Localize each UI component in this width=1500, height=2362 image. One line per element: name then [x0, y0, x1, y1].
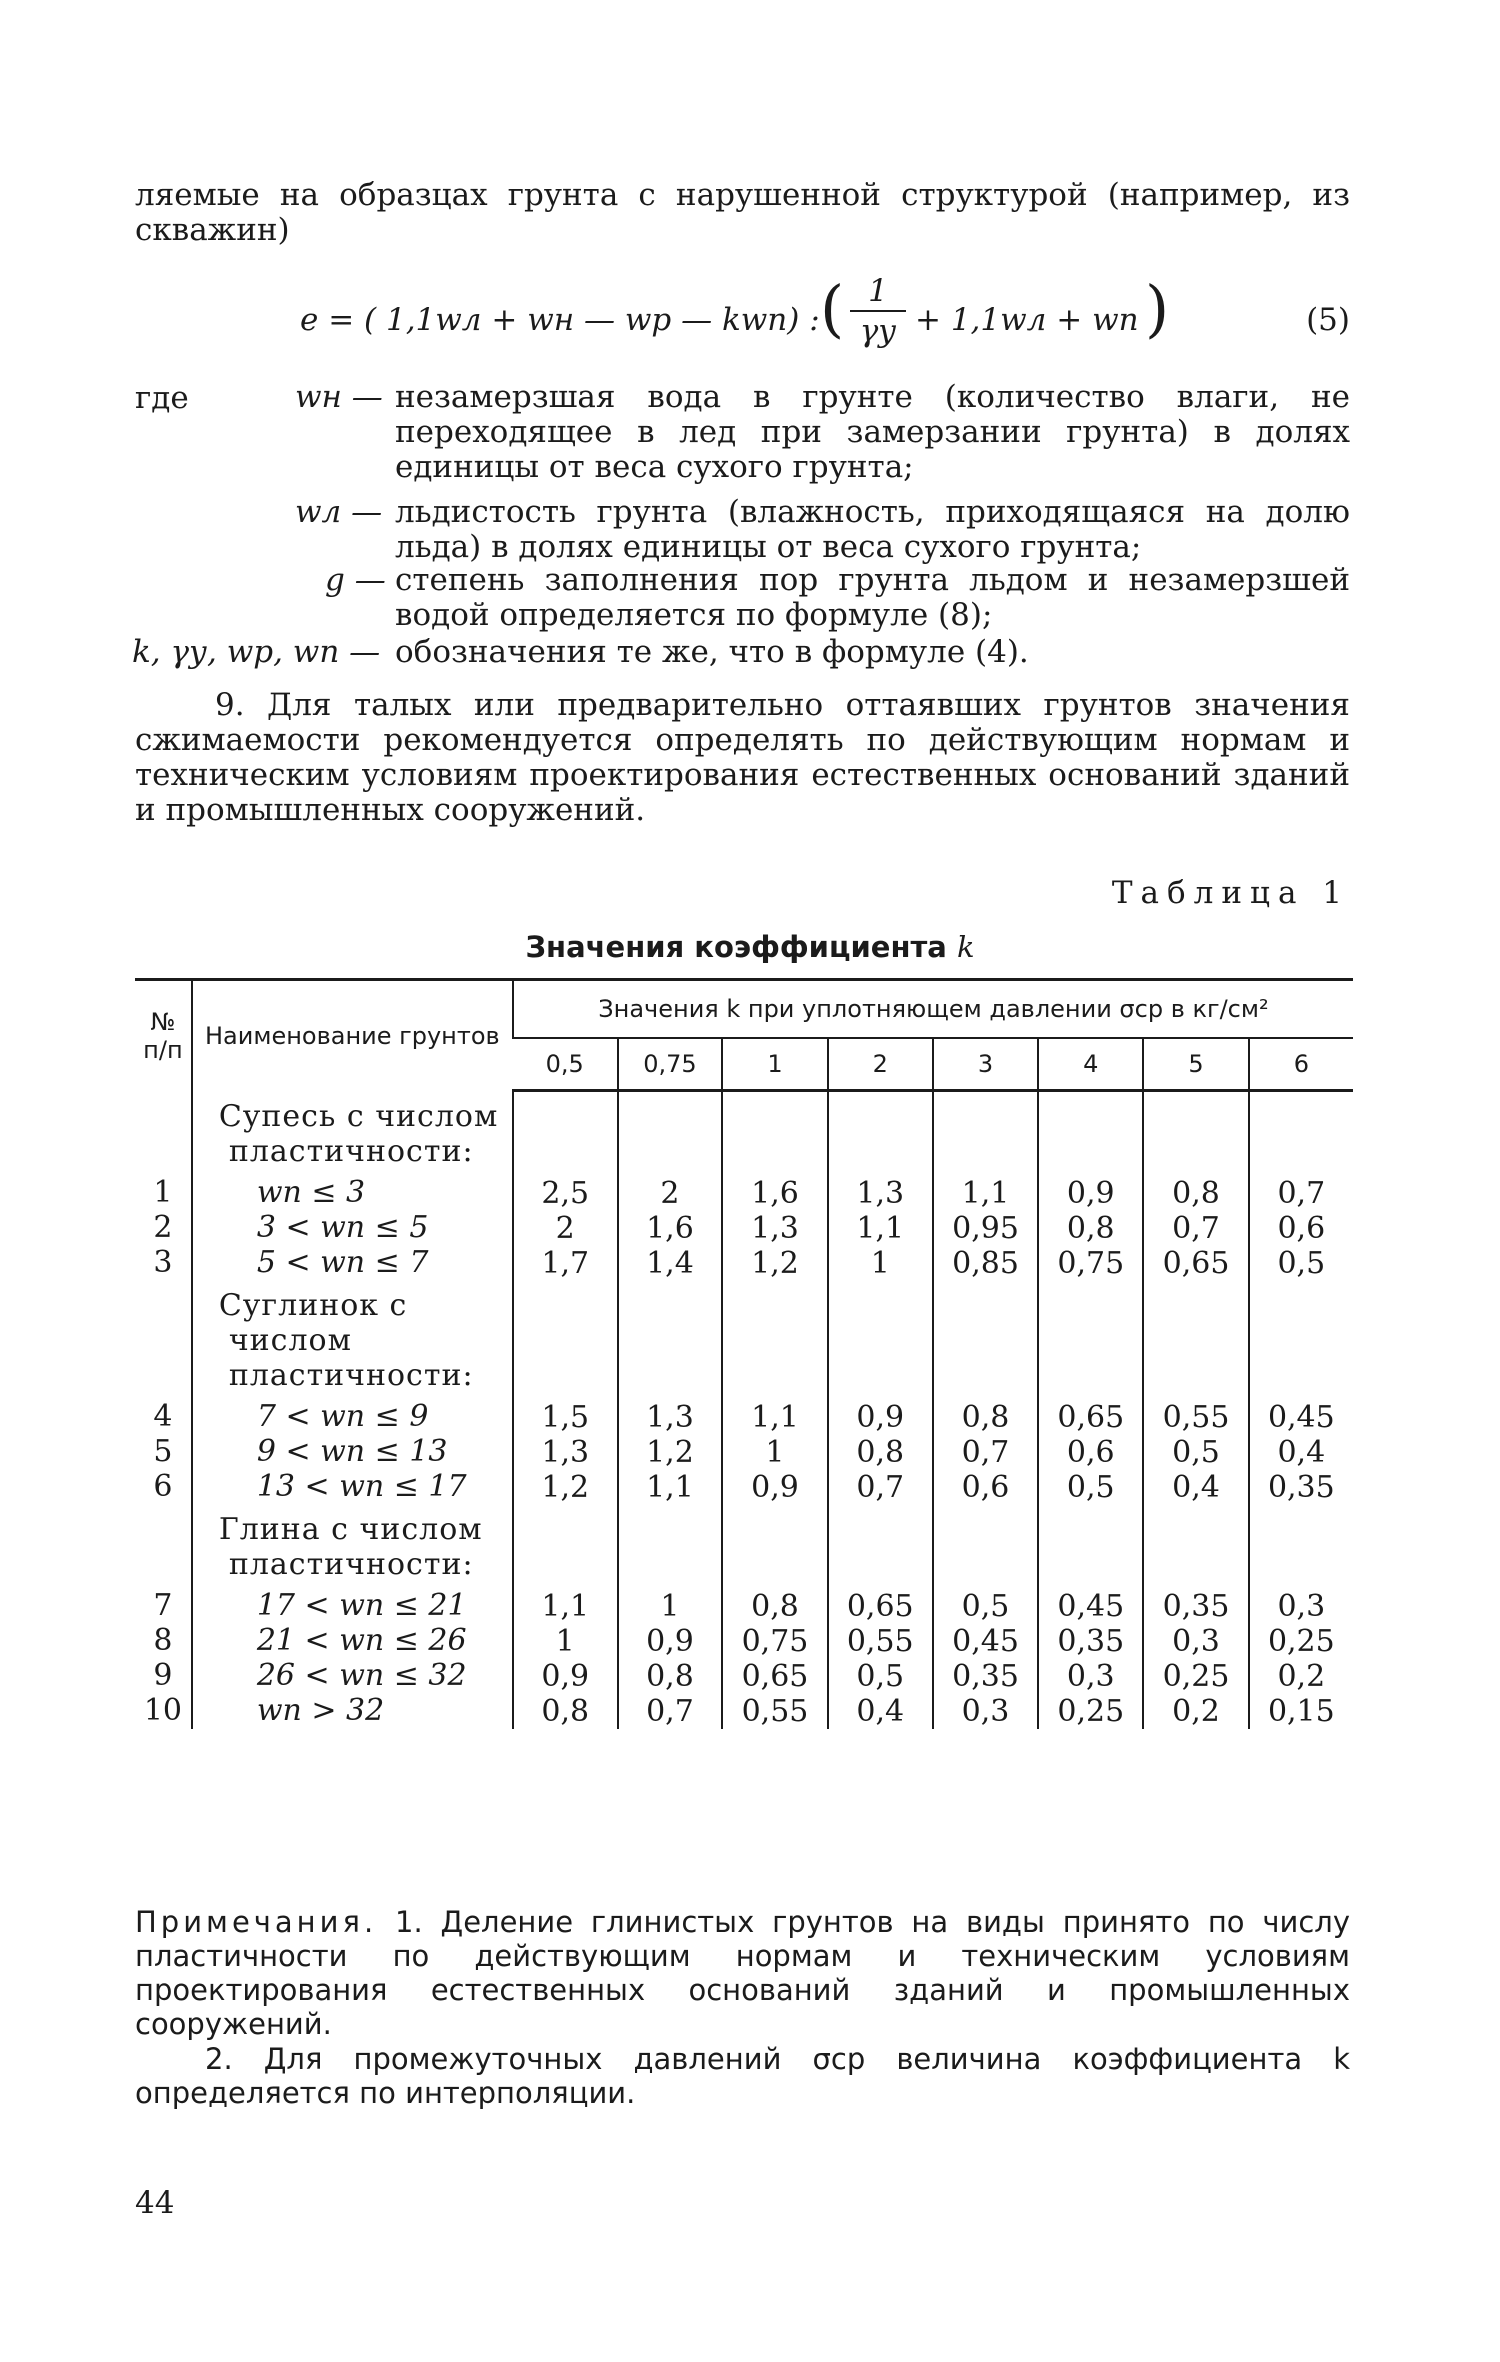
column-header-pressure: 0,5 [513, 1038, 618, 1091]
value-cell: 1,3 [646, 1400, 694, 1435]
value-cell: 0,35 [1162, 1589, 1230, 1624]
group-spacer [1256, 1513, 1347, 1583]
column-header-pressure: 2 [828, 1038, 933, 1091]
page-number: 44 [135, 2185, 175, 2221]
note-2: 2. Для промежуточных давлений σср величина коэффициента k определяется по интерполяции. [135, 2042, 1350, 2110]
value-cell: 0,7 [646, 1694, 694, 1729]
formula-number: (5) [1306, 302, 1350, 338]
fraction-bar [850, 310, 906, 312]
value-cell: 0,7 [1172, 1211, 1220, 1246]
value-cell: 0,55 [1162, 1400, 1230, 1435]
column-header-pressure: 1 [722, 1038, 827, 1091]
row-number: 7 [153, 1587, 173, 1623]
column-header-pressure: 6 [1249, 1038, 1353, 1091]
group-header: Супесь с числом пластичности: [218, 1098, 499, 1169]
paragraph-9: 9. Для талых или предварительно оттаявших грунтов значения сжимаемости рекомендуется определять по действующим нормам и техническим условиям проектирования естественных оснований зданий и промышленных сооружений. [135, 687, 1350, 828]
row-number: 10 [143, 1692, 182, 1728]
group-spacer [729, 1289, 820, 1394]
value-cell: 0,8 [751, 1589, 799, 1624]
row-number: 3 [153, 1244, 173, 1280]
value-cell: 1 [765, 1435, 785, 1470]
where-label: где [135, 380, 189, 416]
row-condition: 13 < wп ≤ 17 [256, 1468, 467, 1504]
value-cell: 1,1 [856, 1211, 905, 1246]
definition-text: степень заполнения пор грунта льдом и незамерзшей водой определяется по формуле (8); [395, 562, 1350, 633]
value-cell: 1,1 [646, 1470, 694, 1505]
value-cell: 0,3 [1172, 1624, 1220, 1659]
row-condition: 21 < wп ≤ 26 [256, 1622, 467, 1658]
table-content-row [135, 1091, 1353, 1730]
values-column [828, 1091, 933, 1730]
value-cell: 0,75 [1057, 1246, 1125, 1281]
definition-symbol: k, γу, wр, wп — [132, 634, 381, 670]
value-cell: 1,3 [751, 1211, 799, 1246]
group-header: Суглинок с числом пластичности: [218, 1287, 474, 1393]
value-cell: 0,2 [1172, 1694, 1220, 1729]
group-spacer [835, 1513, 926, 1583]
group-spacer [625, 1513, 716, 1583]
group-spacer [1045, 1100, 1136, 1170]
column-header-pressure: 3 [933, 1038, 1038, 1091]
formula-numerator: 1 [868, 273, 888, 309]
value-cell: 0,35 [1267, 1470, 1335, 1505]
value-cell: 0,8 [1066, 1211, 1115, 1246]
row-condition: 17 < wп ≤ 21 [256, 1587, 467, 1623]
note-1: 1. Деление глинистых грунтов на виды принято по числу пластичности по действующим нормам и техническим условиям проектирования естественных оснований зданий и промышленных сооружений. [135, 1905, 1351, 2041]
definition-text: льдистость грунта (влажность, приходящаяся на долю льда) в долях единицы от веса сухого грунта; [395, 494, 1350, 565]
values-column [933, 1091, 1038, 1730]
definition-symbol: wн — [295, 379, 383, 415]
group-spacer [520, 1289, 611, 1394]
value-cell: 1,1 [541, 1589, 590, 1624]
value-cell: 0,7 [856, 1470, 905, 1505]
table-title-variable: k [956, 930, 975, 964]
value-cell: 0,8 [541, 1694, 590, 1729]
value-cell: 0,25 [1057, 1694, 1125, 1729]
value-cell: 1 [555, 1624, 575, 1659]
value-cell: 0,4 [1277, 1435, 1326, 1470]
row-number: 8 [153, 1622, 173, 1658]
formula-paren-close: ) [1145, 272, 1170, 345]
value-cell: 1 [870, 1246, 890, 1281]
row-number: 4 [153, 1398, 173, 1434]
value-cell: 1,3 [541, 1435, 590, 1470]
value-cell: 1,6 [751, 1176, 799, 1211]
table-label: Таблица 1 [1111, 875, 1350, 911]
notes [135, 1905, 1350, 2041]
value-cell: 0,45 [1057, 1589, 1125, 1624]
group-spacer [1045, 1289, 1136, 1394]
row-condition: wп > 32 [256, 1692, 385, 1728]
value-cell: 1,4 [646, 1246, 694, 1281]
group-spacer [520, 1513, 611, 1583]
group-spacer [1045, 1513, 1136, 1583]
row-condition: 5 < wп ≤ 7 [256, 1244, 429, 1280]
value-cell: 1,6 [646, 1211, 694, 1246]
group-spacer [940, 1513, 1031, 1583]
value-cell: 0,6 [961, 1470, 1010, 1505]
row-condition: 7 < wп ≤ 9 [256, 1398, 429, 1434]
values-column [1249, 1091, 1353, 1730]
value-cell: 0,9 [646, 1624, 694, 1659]
value-cell: 0,7 [961, 1435, 1010, 1470]
value-cell: 1,3 [856, 1176, 905, 1211]
column-header-pressure: 0,75 [618, 1038, 723, 1091]
table-body [135, 1091, 1353, 1730]
group-spacer [1256, 1289, 1347, 1394]
coefficient-table [135, 978, 1353, 1729]
row-number: 2 [153, 1209, 173, 1245]
column-header-pressure-span: Значения k при уплотняющем давлении σср в кг/см² [513, 980, 1353, 1039]
formula-right: + 1,1wл + wп [915, 302, 1139, 338]
values-column [722, 1091, 827, 1730]
value-cell: 1,1 [961, 1176, 1010, 1211]
value-cell: 0,6 [1277, 1211, 1326, 1246]
value-cell: 0,9 [1066, 1176, 1115, 1211]
group-spacer [1256, 1100, 1347, 1170]
column-header-pressure: 4 [1038, 1038, 1143, 1091]
group-spacer [835, 1289, 926, 1394]
group-spacer [520, 1100, 611, 1170]
value-cell: 0,25 [1267, 1624, 1335, 1659]
value-cell: 1,2 [646, 1435, 694, 1470]
notes-label: Примечания. [135, 1905, 378, 1939]
definition-text: незамерзшая вода в грунте (количество влаги, не переходящее в лед при замерзании грунта) в долях единицы от веса сухого грунта; [395, 379, 1350, 485]
group-spacer [625, 1100, 716, 1170]
group-spacer [1150, 1100, 1241, 1170]
value-cell: 0,6 [1066, 1435, 1115, 1470]
row-numbers-column [135, 1091, 192, 1730]
formula-left: e = ( 1,1wл + wн — wр — kwп) : [300, 302, 820, 338]
formula-5 [300, 262, 1350, 372]
value-cell: 0,45 [952, 1624, 1019, 1659]
value-cell: 0,65 [1162, 1246, 1230, 1281]
definition-text: обозначения те же, что в формуле (4). [395, 634, 1029, 670]
value-cell: 2 [660, 1176, 680, 1211]
row-condition: 3 < wп ≤ 5 [256, 1209, 429, 1245]
value-cell: 0,8 [1172, 1176, 1220, 1211]
column-header-name: Наименование грунтов [192, 980, 513, 1091]
value-cell: 0,3 [961, 1694, 1010, 1729]
group-spacer [940, 1289, 1031, 1394]
intro-text: ляемые на образцах грунта с нарушенной структурой (например, из скважин) [135, 177, 1350, 248]
group-header: Глина с числом пластичности: [218, 1511, 483, 1582]
value-cell: 0,55 [846, 1624, 914, 1659]
value-cell: 0,95 [952, 1211, 1019, 1246]
table-title [0, 930, 1500, 964]
value-cell: 2 [555, 1211, 575, 1246]
value-cell: 0,65 [741, 1659, 809, 1694]
soil-names-column [192, 1091, 513, 1730]
value-cell: 0,85 [952, 1246, 1019, 1281]
value-cell: 0,3 [1066, 1659, 1115, 1694]
value-cell: 0,4 [1172, 1470, 1220, 1505]
value-cell: 0,4 [856, 1694, 905, 1729]
value-cell: 0,35 [1057, 1624, 1125, 1659]
value-cell: 1,1 [751, 1400, 799, 1435]
value-cell: 0,35 [952, 1659, 1019, 1694]
values-column [1143, 1091, 1248, 1730]
group-spacer [141, 1512, 185, 1582]
value-cell: 0,15 [1267, 1694, 1335, 1729]
value-cell: 2,5 [541, 1176, 590, 1211]
group-spacer [835, 1100, 926, 1170]
row-condition: wп ≤ 3 [256, 1174, 366, 1210]
value-cell: 0,5 [856, 1659, 905, 1694]
row-condition: 9 < wп ≤ 13 [256, 1433, 448, 1469]
definition-wn [0, 379, 1350, 485]
group-spacer [1150, 1513, 1241, 1583]
value-cell: 1 [660, 1589, 680, 1624]
value-cell: 0,65 [1057, 1400, 1125, 1435]
value-cell: 0,5 [1277, 1246, 1326, 1281]
group-spacer [1150, 1289, 1241, 1394]
value-cell: 0,5 [1066, 1470, 1115, 1505]
value-cell: 1,7 [541, 1246, 590, 1281]
value-cell: 0,5 [1172, 1435, 1220, 1470]
value-cell: 0,45 [1267, 1400, 1335, 1435]
value-cell: 0,2 [1277, 1659, 1326, 1694]
row-number: 9 [153, 1657, 173, 1693]
table-title-text: Значения коэффициента [525, 930, 947, 964]
value-cell: 0,8 [961, 1400, 1010, 1435]
formula-paren-open: ( [820, 272, 845, 345]
values-column [618, 1091, 723, 1730]
group-spacer [729, 1513, 820, 1583]
row-condition: 26 < wп ≤ 32 [256, 1657, 467, 1693]
row-number: 5 [153, 1433, 173, 1469]
group-spacer [141, 1288, 185, 1393]
value-cell: 0,8 [856, 1435, 905, 1470]
value-cell: 0,3 [1277, 1589, 1326, 1624]
value-cell: 0,25 [1162, 1659, 1230, 1694]
value-cell: 0,7 [1277, 1176, 1326, 1211]
row-number: 6 [153, 1468, 173, 1504]
definition-symbol: g — [325, 562, 386, 598]
group-spacer [141, 1099, 185, 1169]
definition-symbol: wл — [295, 494, 383, 530]
values-column [513, 1091, 618, 1730]
value-cell: 0,9 [751, 1470, 799, 1505]
column-header-pressure: 5 [1143, 1038, 1248, 1091]
value-cell: 0,8 [646, 1659, 694, 1694]
formula-fraction [850, 274, 906, 348]
value-cell: 0,65 [846, 1589, 914, 1624]
value-cell: 0,75 [741, 1624, 809, 1659]
group-spacer [729, 1100, 820, 1170]
group-spacer [940, 1100, 1031, 1170]
value-cell: 0,9 [541, 1659, 590, 1694]
value-cell: 1,2 [541, 1470, 590, 1505]
value-cell: 0,55 [741, 1694, 809, 1729]
value-cell: 0,9 [856, 1400, 905, 1435]
values-column [1038, 1091, 1143, 1730]
value-cell: 1,5 [541, 1400, 590, 1435]
value-cell: 1,2 [751, 1246, 799, 1281]
column-header-number: № п/п [135, 980, 192, 1091]
formula-denominator: γу [859, 313, 897, 349]
value-cell: 0,5 [961, 1589, 1010, 1624]
group-spacer [625, 1289, 716, 1394]
row-number: 1 [153, 1174, 173, 1210]
